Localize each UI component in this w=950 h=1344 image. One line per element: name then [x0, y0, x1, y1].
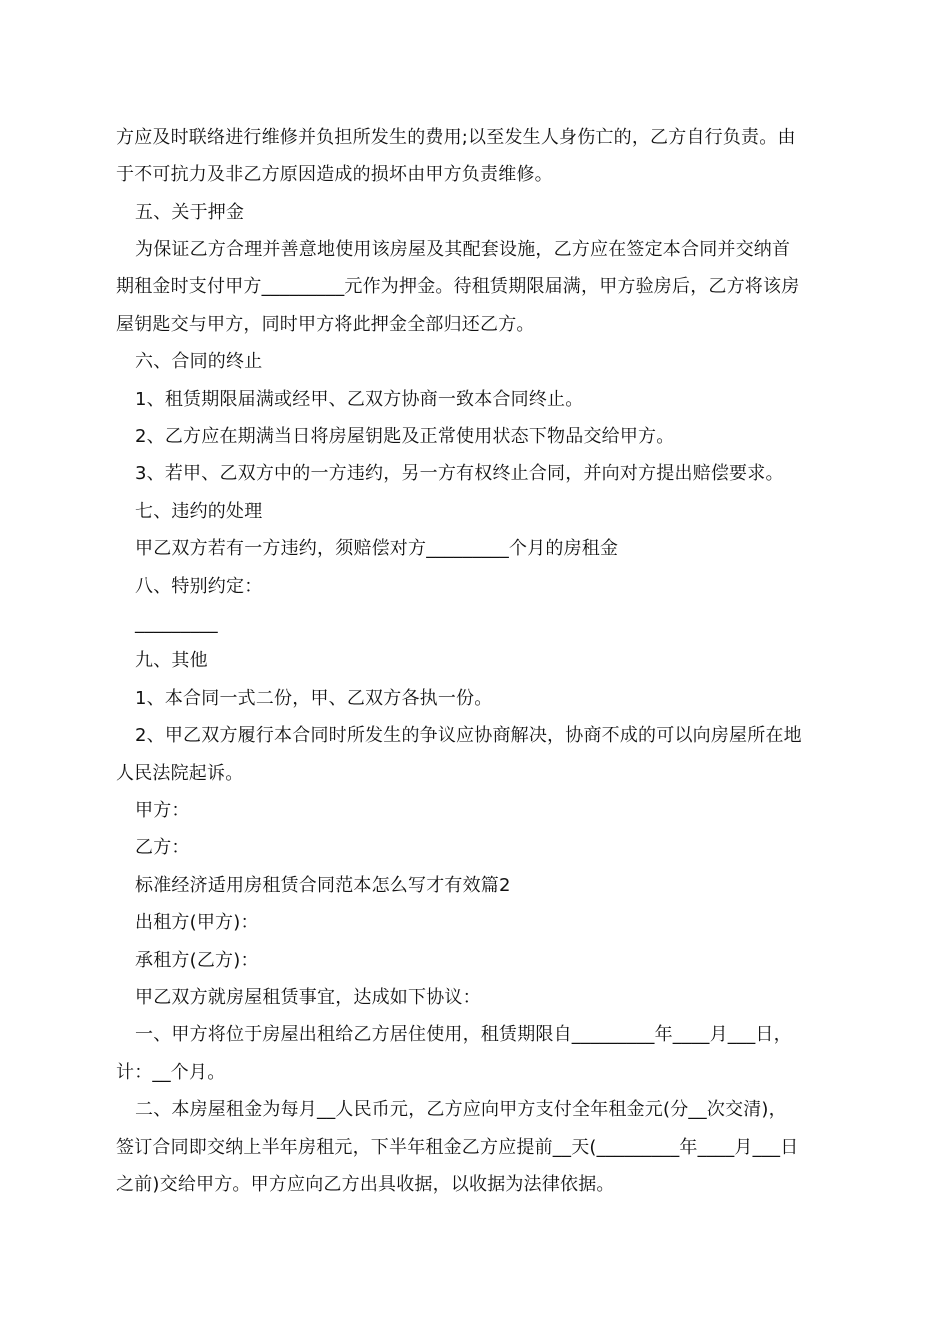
section-heading: 七、违约的处理	[135, 501, 263, 522]
clause-line: 3、若甲、乙双方中的一方违约，另一方有权终止合同，并向对方提出赔偿要求。	[135, 463, 784, 484]
signature-label: 乙方：	[135, 837, 190, 858]
paragraph-line: 之前)交给甲方。甲方应向乙方出具收据，以收据为法律依据。	[116, 1174, 615, 1195]
clause-line: 2、甲乙双方履行本合同时所发生的争议应协商解决，协商不成的可以向房屋所在地	[135, 725, 802, 746]
blank-line: _________	[135, 613, 218, 634]
paragraph-line: 于不可抗力及非乙方原因造成的损坏由甲方负责维修。	[116, 164, 553, 185]
clause-line: 1、租赁期限届满或经甲、乙双方协商一致本合同终止。	[135, 389, 584, 410]
document-title: 标准经济适用房租赁合同范本怎么写才有效篇2	[135, 875, 511, 896]
paragraph-line: 计：__个月。	[116, 1062, 226, 1083]
section-heading: 九、其他	[135, 650, 208, 671]
paragraph-line: 甲乙双方就房屋租赁事宜，达成如下协议：	[135, 987, 481, 1008]
section-heading: 八、特别约定：	[135, 576, 263, 597]
section-heading: 六、合同的终止	[135, 351, 263, 372]
clause-line: 1、本合同一式二份，甲、乙双方各执一份。	[135, 688, 493, 709]
paragraph-line: 甲乙双方若有一方违约，须赔偿对方_________个月的房租金	[135, 538, 619, 559]
paragraph-line: 方应及时联络进行维修并负担所发生的费用;以至发生人身伤亡的，乙方自行负责。由	[116, 127, 796, 148]
section-heading: 五、关于押金	[135, 202, 245, 223]
paragraph-line: 期租金时支付甲方_________元作为押金。待租赁期限届满，甲方验房后，乙方将该房	[116, 276, 800, 297]
signature-label: 甲方：	[135, 800, 190, 821]
clause-line: 2、乙方应在期满当日将房屋钥匙及正常使用状态下物品交给甲方。	[135, 426, 675, 447]
paragraph-line: 一、甲方将位于房屋出租给乙方居住使用，租赁期限自_________年____月___日，	[135, 1024, 792, 1045]
paragraph-line: 人民法院起诉。	[116, 763, 244, 784]
paragraph-line: 屋钥匙交与甲方，同时甲方将此押金全部归还乙方。	[116, 314, 535, 335]
party-label: 出租方(甲方)：	[135, 912, 259, 933]
paragraph-line: 签订合同即交纳上半年房租元，下半年租金乙方应提前__天(_________年____月___日	[116, 1137, 799, 1158]
paragraph-line: 为保证乙方合理并善意地使用该房屋及其配套设施，乙方应在签定本合同并交纳首	[135, 239, 791, 260]
paragraph-line: 二、本房屋租金为每月__人民币元，乙方应向甲方支付全年租金元(分__次交清)，	[135, 1099, 787, 1120]
party-label: 承租方(乙方)：	[135, 950, 259, 971]
